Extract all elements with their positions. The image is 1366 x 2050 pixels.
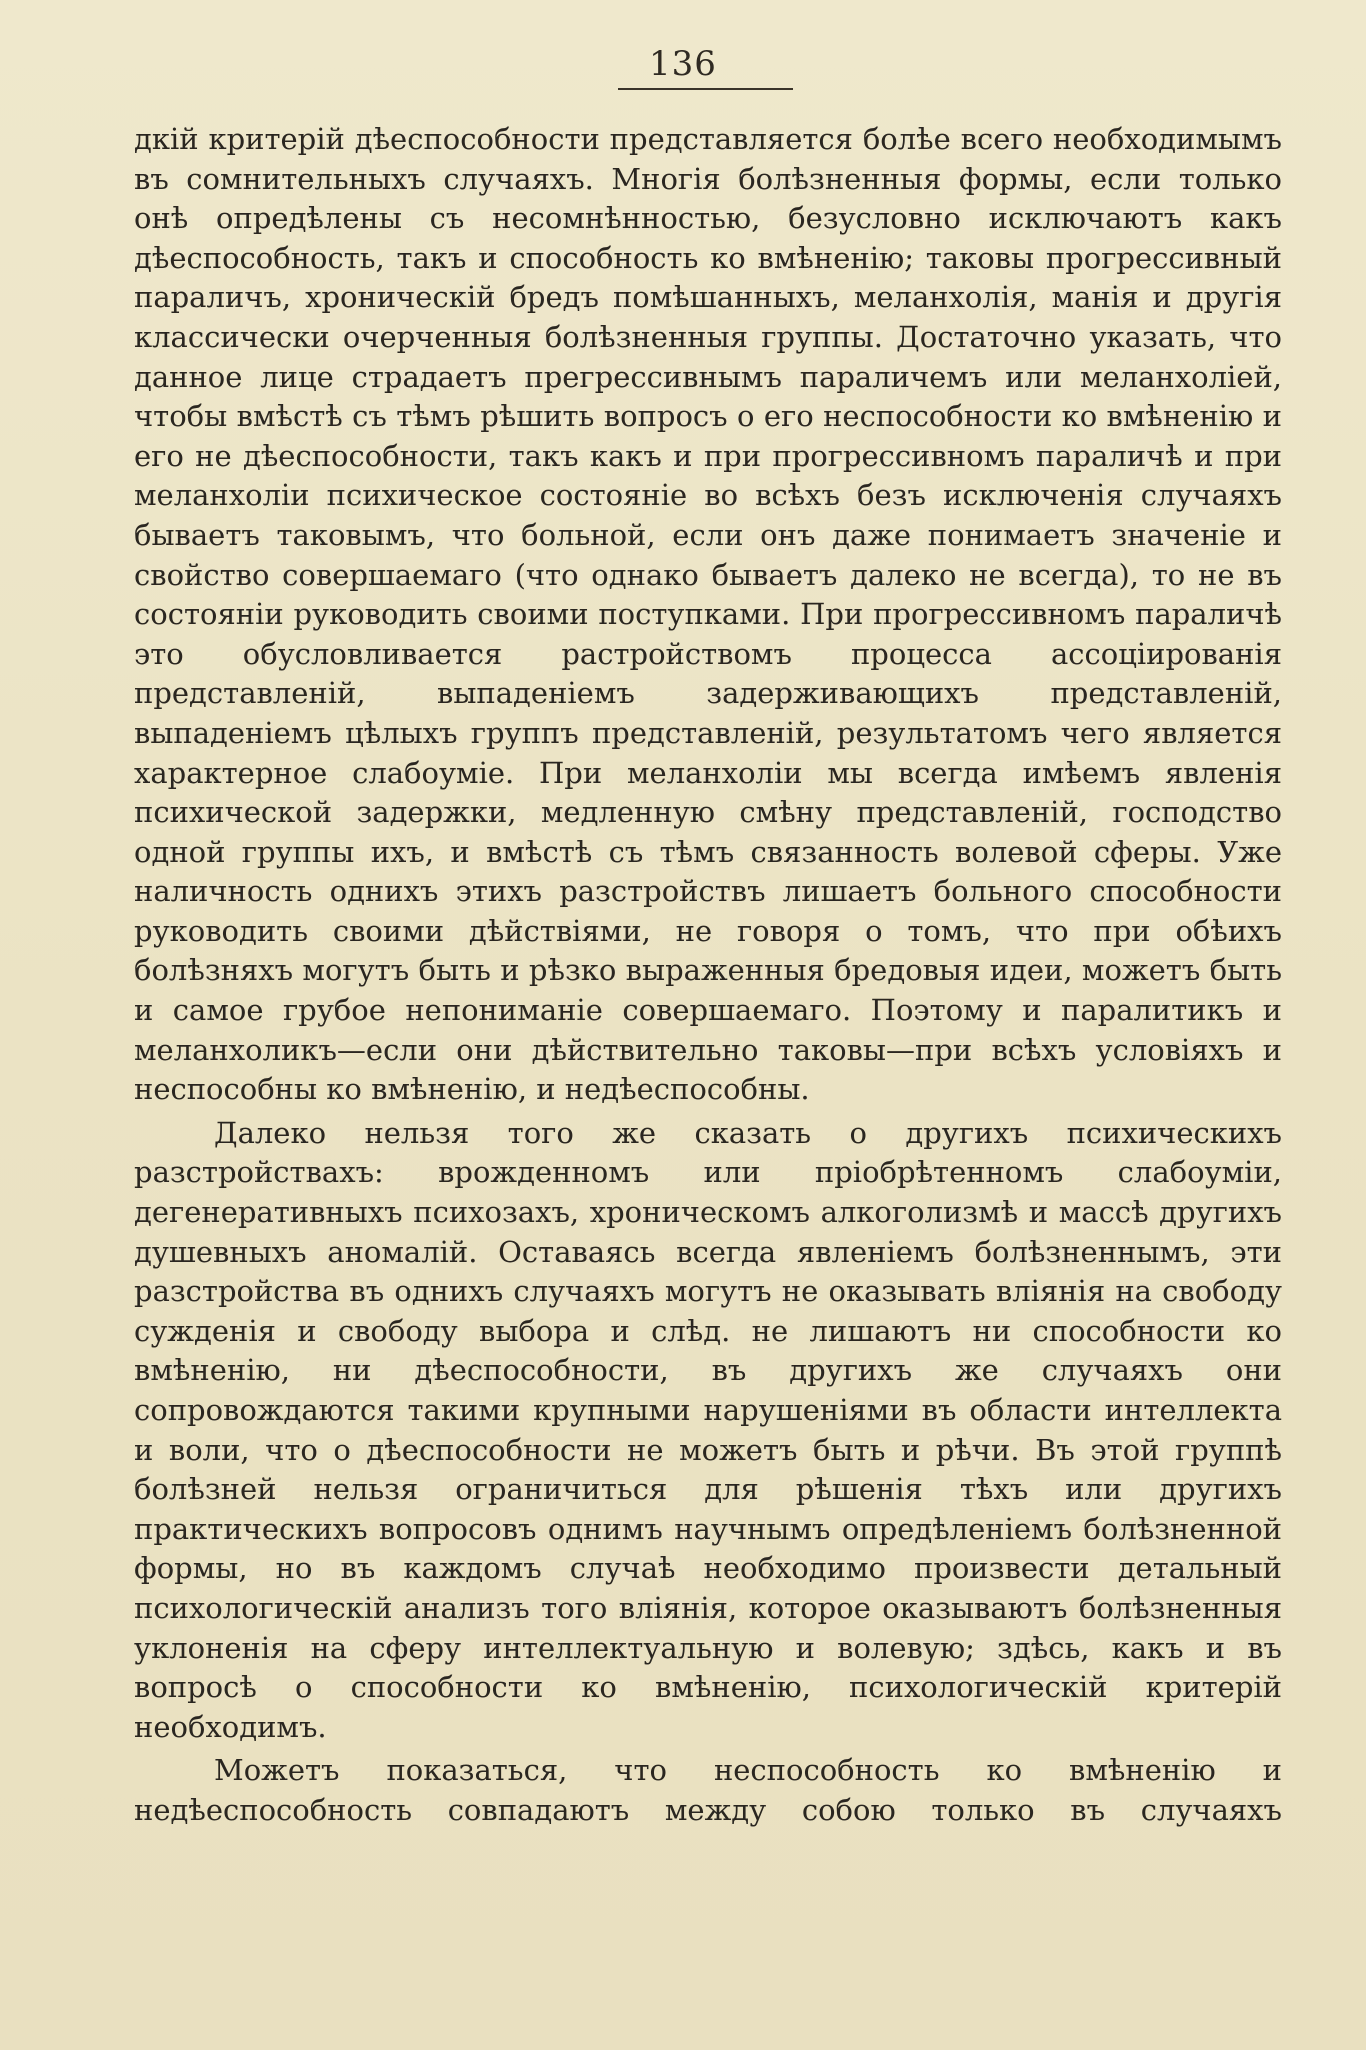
header-rule	[618, 88, 793, 90]
paragraph-1: дкій критерій дѣеспособности представляется болѣе всего необходимымъ въ сомнительныхъ случаяхъ. Многія болѣзненныя формы, если только онѣ опредѣлены съ несомнѣнностью, безусловно исключаютъ какъ дѣеспособность, такъ и способность ко вмѣненію; таковы прогрессивный параличъ, хроническій бредъ помѣшанныхъ, меланхолія, манія и другія классически очерченныя болѣзненныя группы. Достаточно указать, что данное лице страдаетъ прегрессивнымъ параличемъ или меланхоліей, чтобы вмѣстѣ съ тѣмъ рѣшить вопросъ о его неспособности ко вмѣненію и его не дѣеспособности, такъ какъ и при прогрессивномъ параличѣ и при меланхоліи психическое состояніе во всѣхъ безъ исключенія случаяхъ бываетъ таковымъ, что больной, если онъ даже понимаетъ значеніе и свойство совершаемаго (что однако бываетъ далеко не всегда), то не въ состояніи руководить своими поступками. При прогрессивномъ параличѣ это обусловливается растройствомъ процесса ассоціированія представленій, выпаденіемъ задерживающихъ представленій, выпаденіемъ цѣлыхъ группъ представленій, результатомъ чего является характерное слабоуміе. При меланхоліи мы всегда имѣемъ явленія психической задержки, медленную смѣну представленій, господство одной группы ихъ, и вмѣстѣ съ тѣмъ связанность волевой сферы. Уже наличность однихъ этихъ разстройствъ лишаетъ больного способности руководить своими дѣйствіями, не говоря о томъ, что при обѣихъ болѣзняхъ могутъ быть и рѣзко выраженныя бредовыя идеи, можетъ быть и самое грубое непониманіе совершаемаго. Поэтому и паралитикъ и меланхоликъ—если они дѣйствительно таковы—при всѣхъ условіяхъ и неспособны ко вмѣненію, и недѣеспособны.	[134, 122, 1282, 1107]
text-body	[134, 120, 1282, 1831]
paragraph-2: Далеко нельзя того же сказать о другихъ психическихъ разстройствахъ: врожденномъ или пріобрѣтенномъ слабоуміи, дегенеративныхъ психозахъ, хроническомъ алкоголизмѣ и массѣ другихъ душевныхъ аномалій. Оставаясь всегда явленіемъ болѣзненнымъ, эти разстройства въ однихъ случаяхъ могутъ не оказывать вліянія на свободу сужденія и свободу выбора и слѣд. не лишаютъ ни способности ко вмѣненію, ни дѣеспособности, въ другихъ же случаяхъ они сопровождаются такими крупными нарушеніями въ области интеллекта и воли, что о дѣеспособности не можетъ быть и рѣчи. Въ этой группѣ болѣзней нельзя ограничиться для рѣшенія тѣхъ или другихъ практическихъ вопросовъ однимъ научнымъ опредѣленіемъ болѣзненной формы, но въ каждомъ случаѣ необходимо произвести детальный психологическій анализъ того вліянія, которое оказываютъ болѣзненныя уклоненія на сферу интеллектуальную и волевую; здѣсь, какъ и въ вопросѣ о способности ко вмѣненію, психологическій критерій необходимъ.	[134, 1115, 1282, 1744]
paragraph-3: Можетъ показаться, что неспособность ко вмѣненію и недѣеспособность совпадаютъ между собою только въ случаяхъ	[134, 1753, 1282, 1827]
page-number: 136	[649, 44, 717, 84]
